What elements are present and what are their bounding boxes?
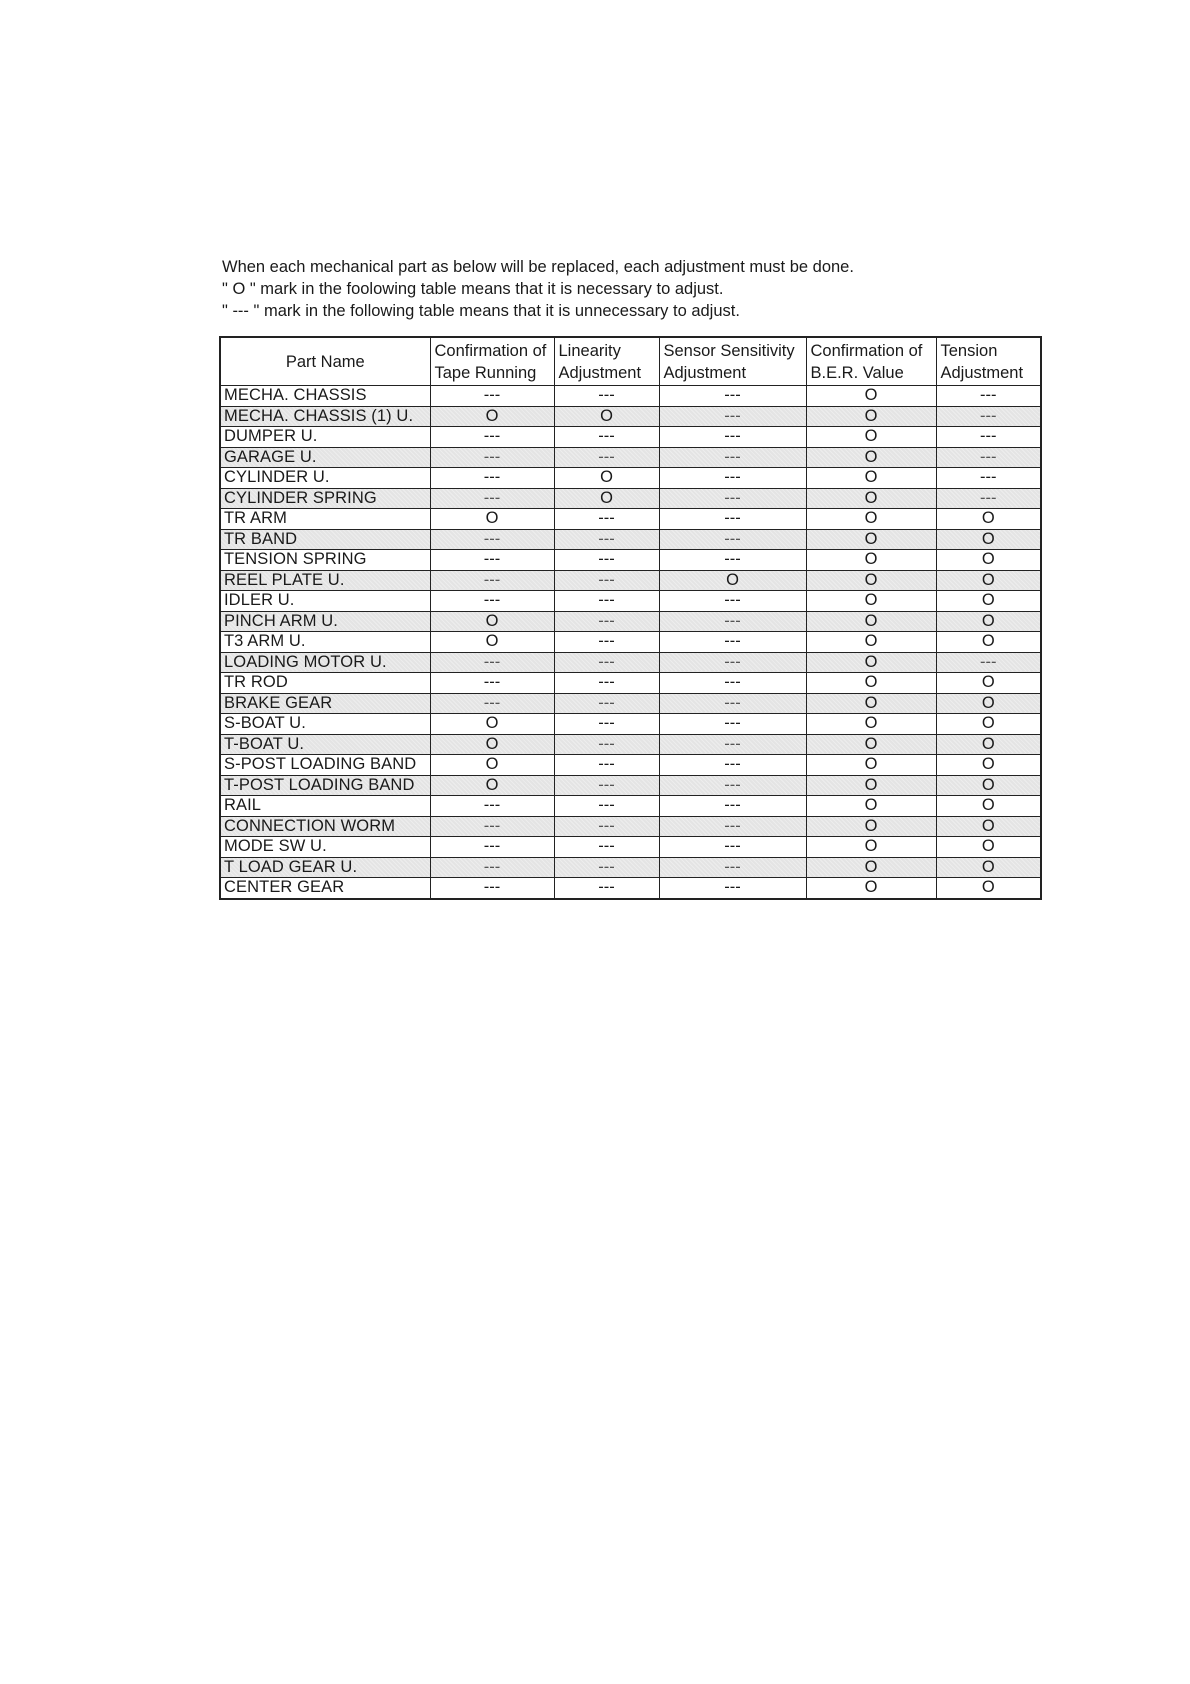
part-name-cell: BRAKE GEAR xyxy=(220,693,430,714)
tape-running-cell: --- xyxy=(430,427,554,448)
ber-value-cell: O xyxy=(806,529,936,550)
header-line: Confirmation of xyxy=(810,341,923,360)
tension-cell: O xyxy=(936,591,1041,612)
sensor-sensitivity-cell: --- xyxy=(659,447,806,468)
tension-cell: O xyxy=(936,570,1041,591)
table-row xyxy=(220,673,1041,694)
tension-cell: O xyxy=(936,714,1041,735)
tape-running-cell: O xyxy=(430,406,554,427)
ber-value-cell: O xyxy=(806,570,936,591)
part-name-cell: DUMPER U. xyxy=(220,427,430,448)
tape-running-cell: --- xyxy=(430,816,554,837)
part-name-cell: CONNECTION WORM xyxy=(220,816,430,837)
table-row xyxy=(220,734,1041,755)
ber-value-cell: O xyxy=(806,673,936,694)
linearity-cell: --- xyxy=(554,632,659,653)
ber-value-cell: O xyxy=(806,755,936,776)
part-name-cell: CENTER GEAR xyxy=(220,878,430,899)
intro-line-3: " --- " mark in the following table means that it is unnecessary to adjust. xyxy=(222,302,740,320)
sensor-sensitivity-cell: --- xyxy=(659,406,806,427)
tension-cell: --- xyxy=(936,652,1041,673)
header-part-name-label: Part Name xyxy=(285,352,365,371)
ber-value-cell: O xyxy=(806,632,936,653)
sensor-sensitivity-cell: --- xyxy=(659,488,806,509)
tape-running-cell: --- xyxy=(430,857,554,878)
part-name-cell: RAIL xyxy=(220,796,430,817)
linearity-cell: --- xyxy=(554,796,659,817)
part-name-cell: T-POST LOADING BAND xyxy=(220,775,430,796)
table-row xyxy=(220,714,1041,735)
table-row xyxy=(220,570,1041,591)
linearity-cell: --- xyxy=(554,693,659,714)
tension-cell: O xyxy=(936,529,1041,550)
tension-cell: O xyxy=(936,673,1041,694)
linearity-cell: O xyxy=(554,468,659,489)
sensor-sensitivity-cell: --- xyxy=(659,693,806,714)
tension-cell: O xyxy=(936,878,1041,899)
linearity-cell: --- xyxy=(554,591,659,612)
tape-running-cell: --- xyxy=(430,550,554,571)
table-row xyxy=(220,427,1041,448)
tape-running-cell: --- xyxy=(430,693,554,714)
header-line: Tape Running xyxy=(434,363,537,382)
part-name-cell: T LOAD GEAR U. xyxy=(220,857,430,878)
tension-cell: O xyxy=(936,755,1041,776)
tension-cell: O xyxy=(936,734,1041,755)
table-row xyxy=(220,468,1041,489)
tape-running-cell: O xyxy=(430,734,554,755)
header-ber-value xyxy=(806,337,936,386)
part-name-cell: S-POST LOADING BAND xyxy=(220,755,430,776)
ber-value-cell: O xyxy=(806,591,936,612)
ber-value-cell: O xyxy=(806,406,936,427)
ber-value-cell: O xyxy=(806,447,936,468)
linearity-cell: --- xyxy=(554,427,659,448)
part-name-cell: T3 ARM U. xyxy=(220,632,430,653)
tension-cell: --- xyxy=(936,468,1041,489)
header-line: Sensor Sensitivity xyxy=(663,341,795,360)
tension-cell: O xyxy=(936,837,1041,858)
ber-value-cell: O xyxy=(806,488,936,509)
linearity-cell: --- xyxy=(554,714,659,735)
part-name-cell: LOADING MOTOR U. xyxy=(220,652,430,673)
table-row xyxy=(220,509,1041,530)
table-row xyxy=(220,611,1041,632)
linearity-cell: --- xyxy=(554,611,659,632)
ber-value-cell: O xyxy=(806,714,936,735)
tension-cell: O xyxy=(936,775,1041,796)
sensor-sensitivity-cell: --- xyxy=(659,591,806,612)
part-name-cell: TENSION SPRING xyxy=(220,550,430,571)
linearity-cell: --- xyxy=(554,447,659,468)
part-name-cell: TR ARM xyxy=(220,509,430,530)
tension-cell: --- xyxy=(936,427,1041,448)
part-name-cell: CYLINDER U. xyxy=(220,468,430,489)
tension-cell: --- xyxy=(936,406,1041,427)
ber-value-cell: O xyxy=(806,550,936,571)
ber-value-cell: O xyxy=(806,468,936,489)
sensor-sensitivity-cell: --- xyxy=(659,734,806,755)
ber-value-cell: O xyxy=(806,837,936,858)
part-name-cell: T-BOAT U. xyxy=(220,734,430,755)
tape-running-cell: --- xyxy=(430,673,554,694)
table-row xyxy=(220,857,1041,878)
ber-value-cell: O xyxy=(806,611,936,632)
header-line: Adjustment xyxy=(663,363,747,382)
sensor-sensitivity-cell: --- xyxy=(659,878,806,899)
ber-value-cell: O xyxy=(806,857,936,878)
tension-cell: O xyxy=(936,611,1041,632)
sensor-sensitivity-cell: --- xyxy=(659,509,806,530)
part-name-cell: TR BAND xyxy=(220,529,430,550)
table-row xyxy=(220,488,1041,509)
header-part-name xyxy=(220,337,430,386)
table-row xyxy=(220,796,1041,817)
tape-running-cell: --- xyxy=(430,837,554,858)
tension-cell: O xyxy=(936,693,1041,714)
linearity-cell: --- xyxy=(554,878,659,899)
ber-value-cell: O xyxy=(806,693,936,714)
sensor-sensitivity-cell: --- xyxy=(659,775,806,796)
table-row xyxy=(220,632,1041,653)
intro-text xyxy=(222,256,854,322)
table-row xyxy=(220,550,1041,571)
linearity-cell: --- xyxy=(554,652,659,673)
sensor-sensitivity-cell: --- xyxy=(659,714,806,735)
part-name-cell: TR ROD xyxy=(220,673,430,694)
table-row xyxy=(220,406,1041,427)
adjustment-table xyxy=(219,336,1042,900)
tape-running-cell: --- xyxy=(430,591,554,612)
linearity-cell: --- xyxy=(554,755,659,776)
tape-running-cell: O xyxy=(430,509,554,530)
tape-running-cell: --- xyxy=(430,488,554,509)
tension-cell: --- xyxy=(936,447,1041,468)
linearity-cell: --- xyxy=(554,550,659,571)
tension-cell: O xyxy=(936,796,1041,817)
table-row xyxy=(220,775,1041,796)
part-name-cell: IDLER U. xyxy=(220,591,430,612)
table-row xyxy=(220,878,1041,899)
tape-running-cell: O xyxy=(430,611,554,632)
linearity-cell: --- xyxy=(554,673,659,694)
linearity-cell: --- xyxy=(554,734,659,755)
table-row xyxy=(220,386,1041,407)
header-tape-running xyxy=(430,337,554,386)
ber-value-cell: O xyxy=(806,775,936,796)
part-name-cell: GARAGE U. xyxy=(220,447,430,468)
linearity-cell: --- xyxy=(554,386,659,407)
sensor-sensitivity-cell: --- xyxy=(659,673,806,694)
linearity-cell: --- xyxy=(554,837,659,858)
part-name-cell: CYLINDER SPRING xyxy=(220,488,430,509)
header-tension xyxy=(936,337,1041,386)
part-name-cell: S-BOAT U. xyxy=(220,714,430,735)
sensor-sensitivity-cell: --- xyxy=(659,755,806,776)
table-row xyxy=(220,529,1041,550)
linearity-cell: --- xyxy=(554,570,659,591)
tape-running-cell: --- xyxy=(430,386,554,407)
tape-running-cell: O xyxy=(430,775,554,796)
sensor-sensitivity-cell: --- xyxy=(659,857,806,878)
table-row xyxy=(220,652,1041,673)
sensor-sensitivity-cell: --- xyxy=(659,386,806,407)
sensor-sensitivity-cell: --- xyxy=(659,611,806,632)
tension-cell: O xyxy=(936,857,1041,878)
tape-running-cell: --- xyxy=(430,878,554,899)
intro-line-1: When each mechanical part as below will be replaced, each adjustment must be done. xyxy=(222,258,854,276)
header-line: Adjustment xyxy=(558,363,642,382)
tape-running-cell: O xyxy=(430,632,554,653)
ber-value-cell: O xyxy=(806,652,936,673)
table-body xyxy=(220,386,1041,899)
header-line: B.E.R. Value xyxy=(810,363,904,382)
sensor-sensitivity-cell: --- xyxy=(659,837,806,858)
header-line: Adjustment xyxy=(940,363,1024,382)
linearity-cell: --- xyxy=(554,775,659,796)
ber-value-cell: O xyxy=(806,734,936,755)
table-header-row xyxy=(220,337,1041,386)
sensor-sensitivity-cell: --- xyxy=(659,816,806,837)
part-name-cell: MODE SW U. xyxy=(220,837,430,858)
header-linearity xyxy=(554,337,659,386)
tape-running-cell: --- xyxy=(430,529,554,550)
tension-cell: O xyxy=(936,816,1041,837)
linearity-cell: O xyxy=(554,488,659,509)
table-row xyxy=(220,755,1041,776)
sensor-sensitivity-cell: O xyxy=(659,570,806,591)
sensor-sensitivity-cell: --- xyxy=(659,652,806,673)
linearity-cell: --- xyxy=(554,509,659,530)
sensor-sensitivity-cell: --- xyxy=(659,468,806,489)
intro-line-2: " O " mark in the foolowing table means that it is necessary to adjust. xyxy=(222,280,724,298)
tape-running-cell: --- xyxy=(430,796,554,817)
sensor-sensitivity-cell: --- xyxy=(659,427,806,448)
table-row xyxy=(220,693,1041,714)
table-row xyxy=(220,591,1041,612)
header-sensor-sensitivity xyxy=(659,337,806,386)
sensor-sensitivity-cell: --- xyxy=(659,632,806,653)
ber-value-cell: O xyxy=(806,878,936,899)
part-name-cell: REEL PLATE U. xyxy=(220,570,430,591)
sensor-sensitivity-cell: --- xyxy=(659,550,806,571)
sensor-sensitivity-cell: --- xyxy=(659,529,806,550)
table-row xyxy=(220,837,1041,858)
tension-cell: O xyxy=(936,509,1041,530)
part-name-cell: MECHA. CHASSIS (1) U. xyxy=(220,406,430,427)
header-line: Confirmation of xyxy=(434,341,547,360)
ber-value-cell: O xyxy=(806,796,936,817)
tension-cell: O xyxy=(936,632,1041,653)
tension-cell: O xyxy=(936,550,1041,571)
ber-value-cell: O xyxy=(806,427,936,448)
part-name-cell: MECHA. CHASSIS xyxy=(220,386,430,407)
table-row xyxy=(220,816,1041,837)
tape-running-cell: O xyxy=(430,714,554,735)
sensor-sensitivity-cell: --- xyxy=(659,796,806,817)
tape-running-cell: --- xyxy=(430,652,554,673)
linearity-cell: O xyxy=(554,406,659,427)
table-row xyxy=(220,447,1041,468)
header-line: Tension xyxy=(940,341,998,360)
linearity-cell: --- xyxy=(554,857,659,878)
header-line: Linearity xyxy=(558,341,621,360)
tension-cell: --- xyxy=(936,386,1041,407)
linearity-cell: --- xyxy=(554,529,659,550)
ber-value-cell: O xyxy=(806,509,936,530)
linearity-cell: --- xyxy=(554,816,659,837)
tape-running-cell: --- xyxy=(430,468,554,489)
ber-value-cell: O xyxy=(806,386,936,407)
ber-value-cell: O xyxy=(806,816,936,837)
tension-cell: --- xyxy=(936,488,1041,509)
tape-running-cell: O xyxy=(430,755,554,776)
tape-running-cell: --- xyxy=(430,447,554,468)
part-name-cell: PINCH ARM U. xyxy=(220,611,430,632)
tape-running-cell: --- xyxy=(430,570,554,591)
